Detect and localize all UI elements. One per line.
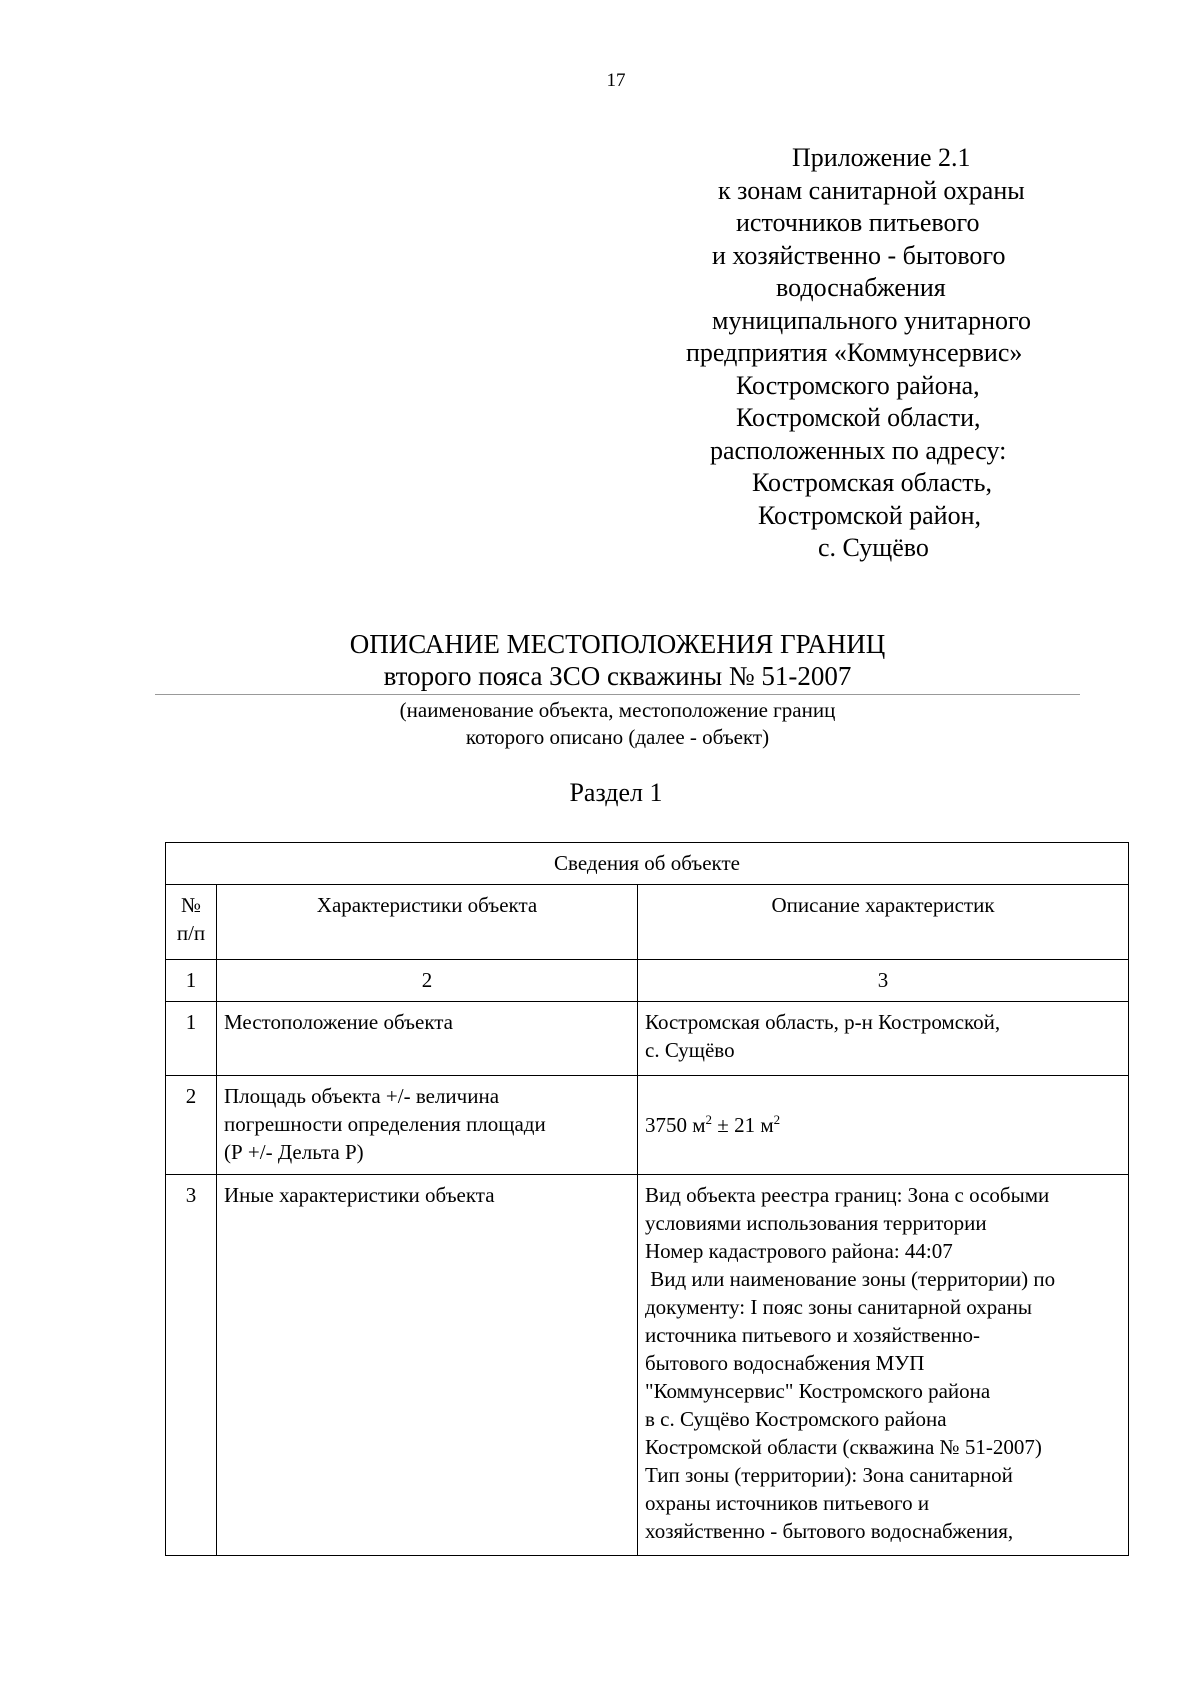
row-characteristic [217,1076,638,1175]
row-characteristic [217,1002,638,1076]
column-number: 3 [638,960,1129,1002]
text-line: Костромская область, р-н Костромской, [645,1010,1001,1034]
table-caption-row [166,843,1129,885]
object-info-table [165,842,1129,1556]
text-line: документу: I пояс зоны санитарной охраны [645,1295,1032,1319]
table-header-row [166,885,1129,960]
row-characteristic [217,1175,638,1556]
header-num [166,885,217,960]
area-tolerance: ± 21 м [712,1113,774,1137]
appendix-line: Костромской области, [736,403,981,432]
column-number: 1 [166,960,217,1002]
row-description [638,1002,1129,1076]
text-line: охраны источников питьевого и [645,1491,930,1515]
title-underline [155,694,1080,695]
appendix-line: Приложение 2.1 [792,143,971,172]
row-num: 3 [166,1175,217,1556]
text-line: Номер кадастрового района: 44:07 [645,1239,953,1263]
row-description [638,1175,1129,1556]
text-line: Вид или наименование зоны (территории) по [645,1267,1056,1291]
section-label: Раздел 1 [569,778,663,807]
appendix-line: муниципального унитарного [712,305,1032,335]
appendix-line: и хозяйственно - бытового [712,240,1006,270]
page-number: 17 [606,70,626,91]
area-value: 3750 м [645,1113,706,1137]
text-line: "Коммунсервис" Костромского района [645,1379,991,1403]
document-subtitle: второго пояса ЗСО скважины № 51-2007 [383,661,852,691]
text-line: бытового водоснабжения МУП [645,1351,925,1375]
text-line: Костромской области (скважина № 51-2007) [645,1435,1042,1459]
appendix-line: Костромской район, [758,500,982,530]
text-line: Вид объекта реестра границ: Зона с особыми [645,1183,1050,1207]
text-line: Тип зоны (территории): Зона санитарной [645,1463,1013,1487]
column-number: 2 [217,960,638,1002]
appendix-heading [640,142,1140,565]
column-number-row [166,960,1129,1002]
document-title-block [155,628,1080,751]
appendix-line: Костромская область, [752,468,993,497]
table-row [166,1002,1129,1076]
text-line: в с. Сущёво Костромского района [645,1407,947,1431]
text-line: с. Сущёво [645,1038,735,1062]
text-line: хозяйственно - бытового водоснабжения, [645,1519,1014,1543]
appendix-line: Костромского района, [736,370,980,400]
text-line: Иные характеристики объекта [224,1183,495,1207]
row-description-area [638,1076,1129,1175]
text-line: Площадь объекта +/- величина [224,1084,500,1108]
document-title: ОПИСАНИЕ МЕСТОПОЛОЖЕНИЯ ГРАНИЦ [349,629,886,659]
title-note-line: (наименование объекта, местоположение границ [399,698,836,722]
header-num-line: п/п [176,921,206,945]
appendix-line: с. Сущёво [818,533,929,562]
appendix-line: расположенных по адресу: [710,435,1007,465]
row-num: 2 [166,1076,217,1175]
area-unit-sup: 2 [705,1112,713,1127]
row-num: 1 [166,1002,217,1076]
appendix-line: источников питьевого [736,208,980,237]
header-description: Описание характеристик [638,885,1129,960]
table-caption: Сведения об объекте [166,843,1129,885]
text-line: Местоположение объекта [224,1010,454,1034]
text-line: источника питьевого и хозяйственно- [645,1323,981,1347]
title-note-line: которого описано (далее - объект) [465,725,770,749]
appendix-line: предприятия «Коммунсервис» [686,338,1023,367]
table-row [166,1175,1129,1556]
text-line: (Р +/- Дельта Р) [224,1140,364,1164]
area-unit-sup: 2 [773,1112,781,1127]
header-characteristics: Характеристики объекта [217,885,638,960]
appendix-line: к зонам санитарной охраны [718,175,1025,205]
text-line: погрешности определения площади [224,1112,546,1136]
text-line: условиями использования территории [645,1211,987,1235]
table-row [166,1076,1129,1175]
appendix-line: водоснабжения [776,273,946,302]
header-num-line: № [180,893,202,917]
